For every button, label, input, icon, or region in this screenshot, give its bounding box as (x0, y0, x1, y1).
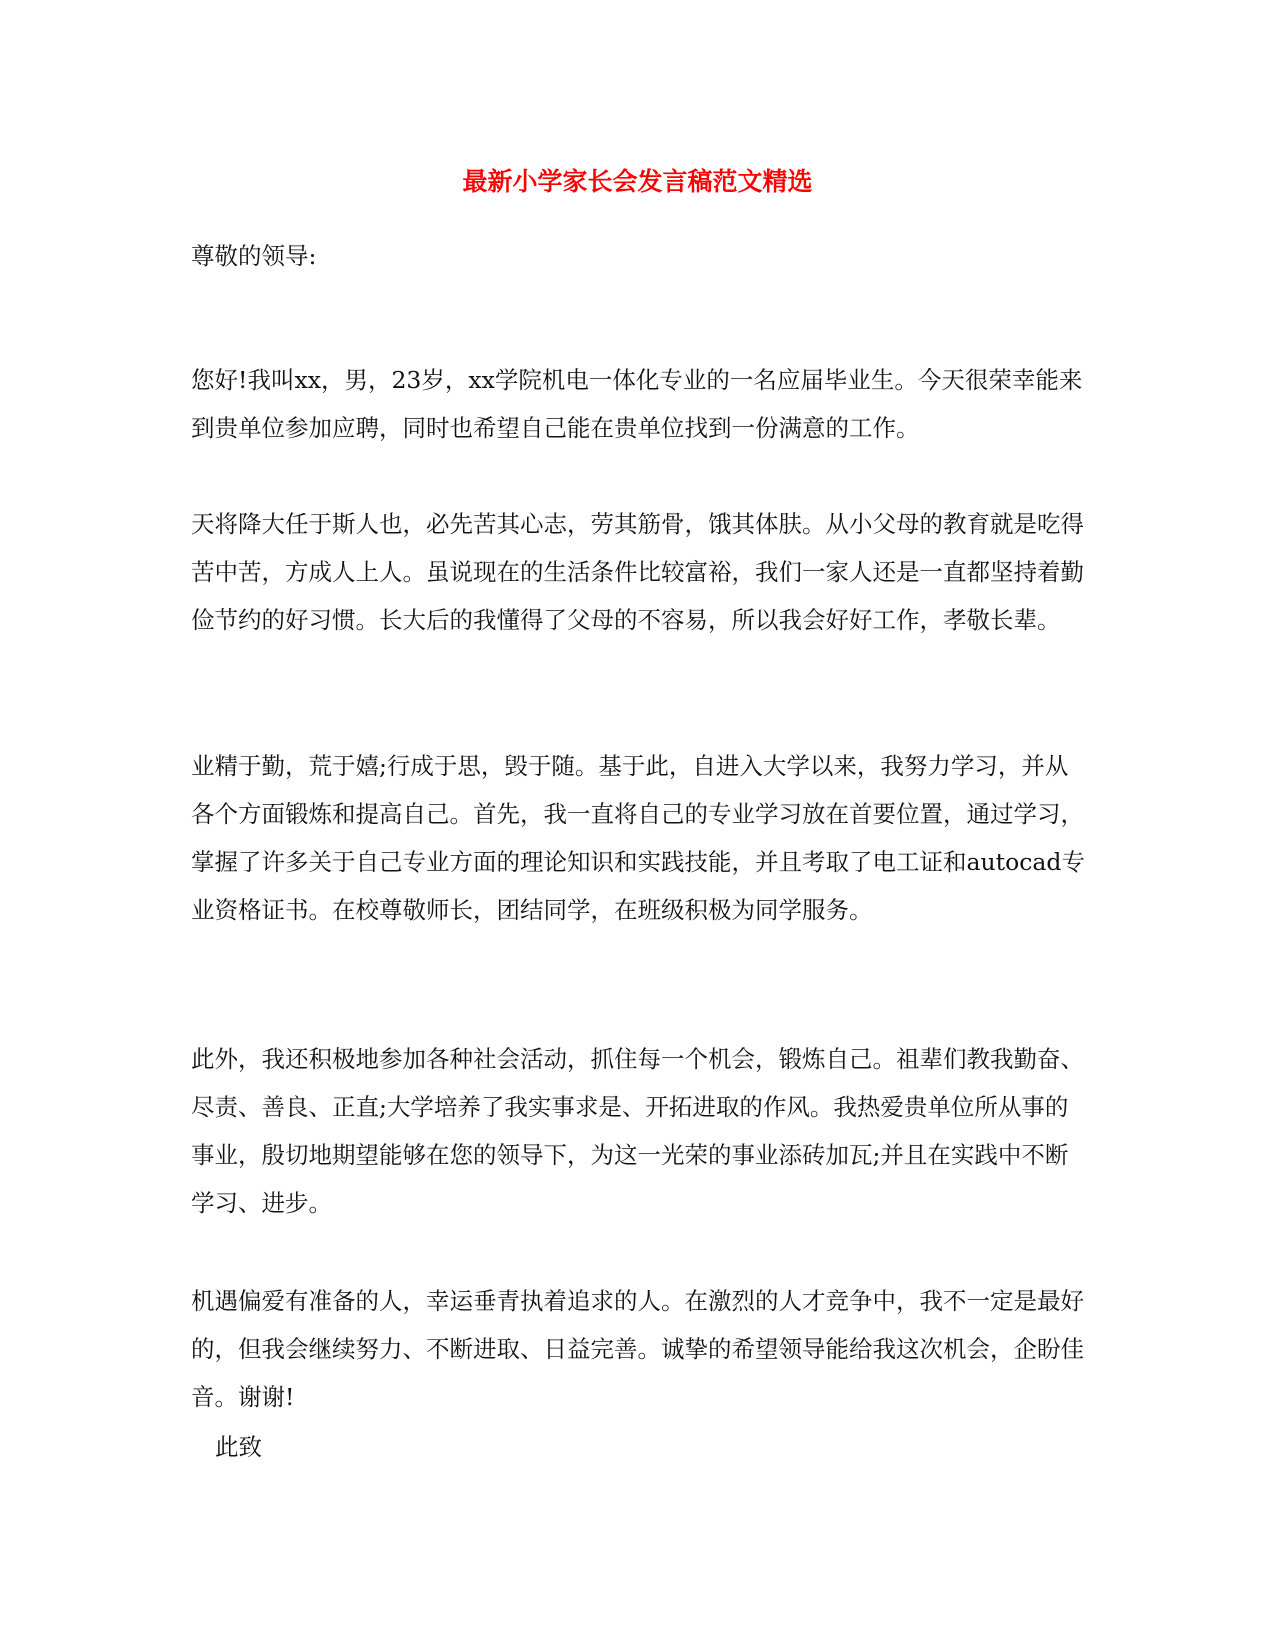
salutation: 尊敬的领导: (191, 242, 317, 270)
paragraph-5: 机遇偏爱有准备的人，幸运垂青执着追求的人。在激烈的人才竞争中，我不一定是最好的，但我会继续努力、不断进取、日益完善。诚挚的希望领导能给我这次机会，企盼佳音。谢谢! (191, 1287, 1084, 1411)
paragraph-2: 天将降大任于斯人也，必先苦其心志，劳其筋骨，饿其体肤。从小父母的教育就是吃得苦中苦，方成人上人。虽说现在的生活条件比较富裕，我们一家人还是一直都坚持着勤俭节约的好习惯。长大后的我懂得了父母的不容易，所以我会好好工作，孝敬长辈。 (191, 510, 1084, 634)
paragraph-4: 此外，我还积极地参加各种社会活动，抓住每一个机会，锻炼自己。祖辈们教我勤奋、尽责、善良、正直;大学培养了我实事求是、开拓进取的作风。我热爱贵单位所从事的事业，殷切地期望能够在您的领导下，为这一光荣的事业添砖加瓦;并且在实践中不断学习、进步。 (191, 1045, 1084, 1217)
paragraph-3: 业精于勤，荒于嬉;行成于思，毁于随。基于此，自进入大学以来，我努力学习，并从各个方面锻炼和提高自己。首先，我一直将自己的专业学习放在首要位置，通过学习，掌握了许多关于自己专业方面的理论知识和实践技能，并且考取了电工证和autocad专业资格证书。在校尊敬师长，团结同学，在班级积极为同学服务。 (191, 752, 1085, 924)
paragraph-1: 您好!我叫xx，男，23岁，xx学院机电一体化专业的一名应届毕业生。今天很荣幸能来到贵单位参加应聘，同时也希望自己能在贵单位找到一份满意的工作。 (191, 366, 1083, 442)
closing: 此致 (215, 1433, 262, 1461)
document-title: 最新小学家长会发言稿范文精选 (462, 167, 813, 196)
